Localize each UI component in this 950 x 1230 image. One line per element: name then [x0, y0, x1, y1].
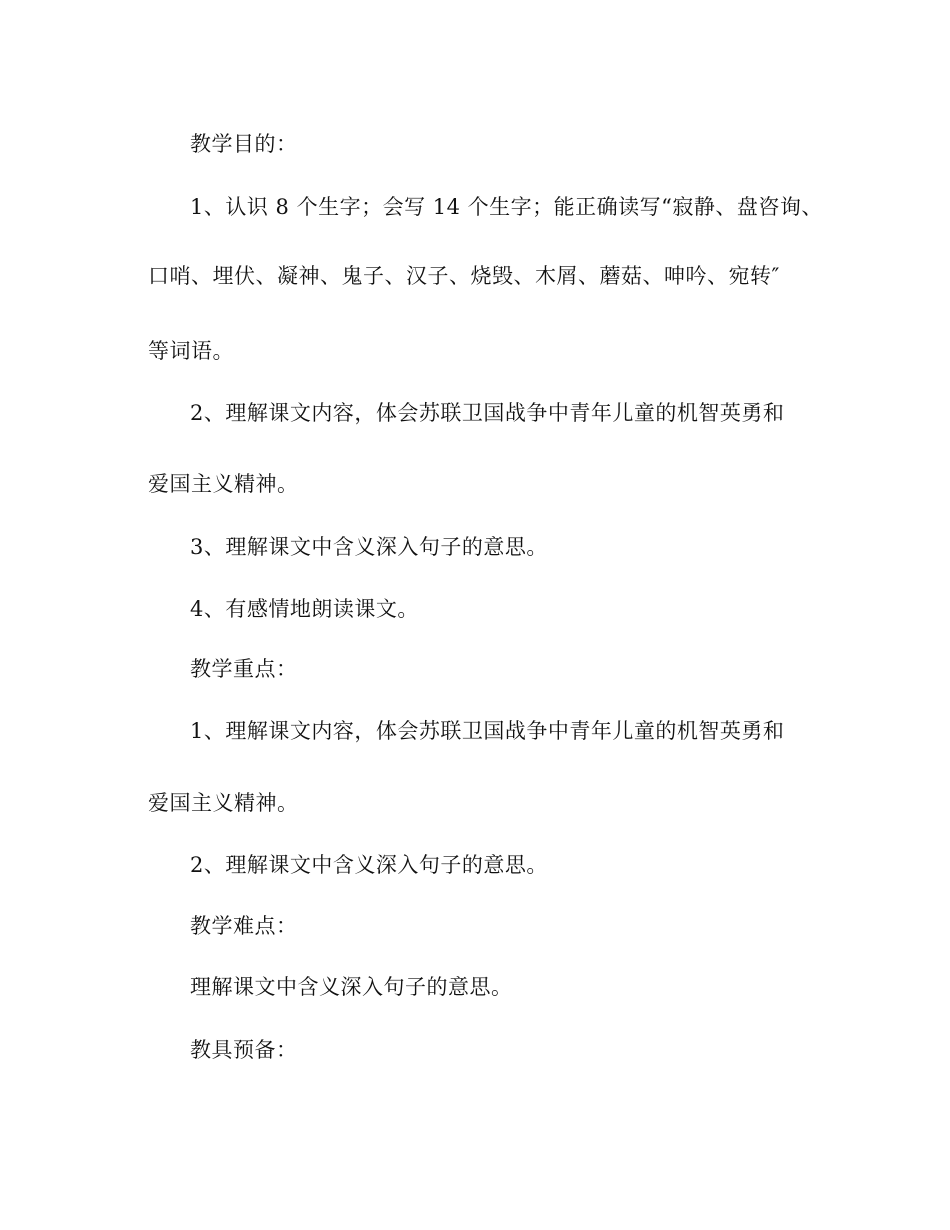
objective-1-line-2: 口哨、埋伏、凝神、鬼子、汉子、烧毁、木屑、蘑菇、呻吟、宛转″ — [148, 264, 780, 288]
key-points-heading: 教学重点： — [190, 657, 298, 681]
objective-1-line-3: 等词语。 — [148, 339, 234, 363]
objective-2-line-2: 爱国主义精神。 — [148, 472, 299, 496]
materials-heading: 教具预备： — [190, 1038, 298, 1062]
objective-4: 4、有感情地朗读课文。 — [190, 597, 419, 621]
objective-3: 3、理解课文中含义深入句子的意思。 — [190, 535, 548, 559]
key-point-1-line-2: 爱国主义精神。 — [148, 791, 299, 815]
difficulty-heading: 教学难点： — [190, 914, 298, 938]
objective-2-line-1: 2、理解课文内容，体会苏联卫国战争中青年儿童的机智英勇和 — [190, 401, 785, 425]
objective-1-line-1: 1、认识 8 个生字；会写 14 个生字；能正确读写“寂静、盘咨询、 — [190, 195, 823, 219]
difficulty-text: 理解课文中含义深入句子的意思。 — [190, 975, 513, 999]
key-point-1-line-1: 1、理解课文内容，体会苏联卫国战争中青年儿童的机智英勇和 — [190, 719, 785, 743]
objectives-heading: 教学目的： — [190, 132, 298, 156]
key-point-2: 2、理解课文中含义深入句子的意思。 — [190, 853, 548, 877]
